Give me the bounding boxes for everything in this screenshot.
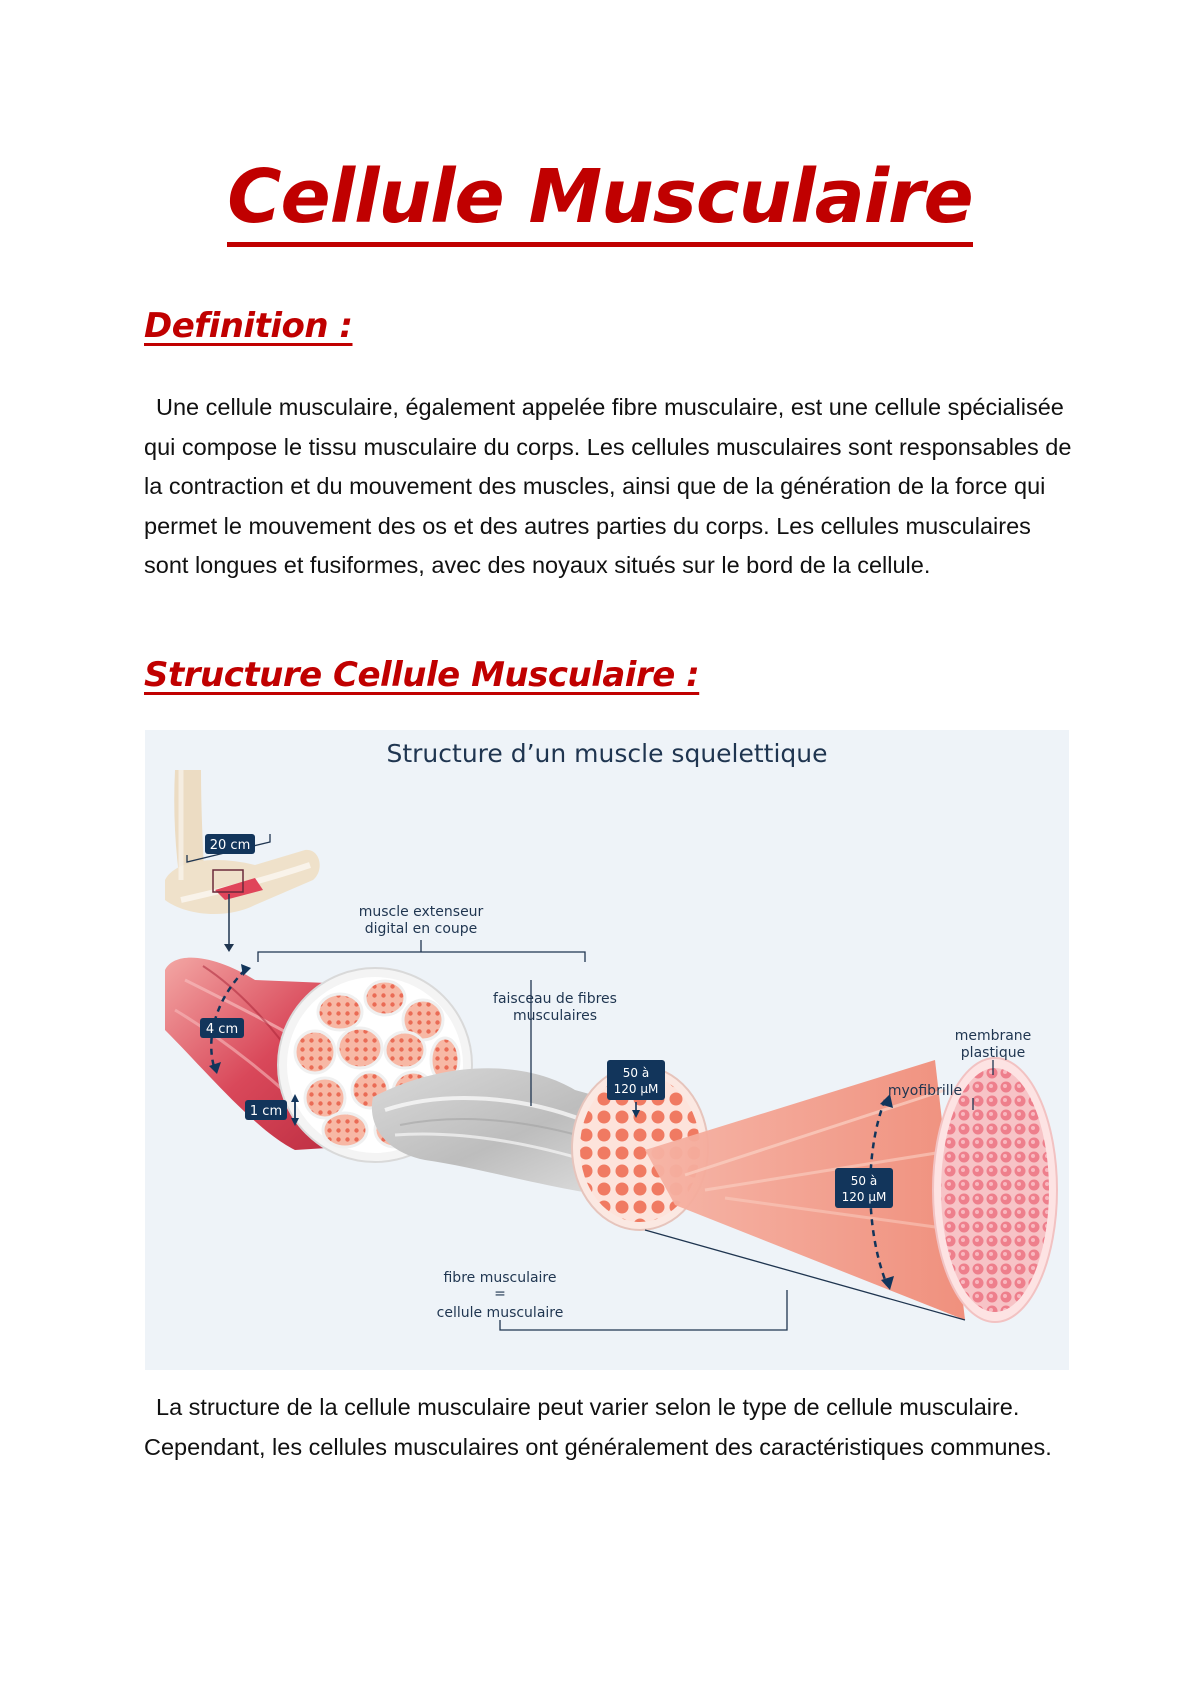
label-size-b-line2: 120 µM (841, 1190, 887, 1204)
label-membrane: membrane (954, 1028, 1032, 1044)
label-size-a-line1: 50 à (622, 1066, 650, 1080)
label-fibre-musculaire: fibre musculaire (443, 1270, 557, 1286)
definition-paragraph: Une cellule musculaire, également appelée fibre musculaire, est une cellule spécialisée qui compose le tissu musculaire du corps. Les cellules musculaires sont responsables de la contraction et du mouvement des muscles, ainsi que de la génération de la force qui permet le mouvement des os et des autres parties du corps. Les cellules musculaires sont longues et fusiformes, avec des noyaux situés sur le bord de la cellule. (144, 394, 1072, 579)
muscle-fiber (645, 1028, 1057, 1322)
label-faisceau-de-fibres: faisceau de fibres (493, 991, 617, 1007)
label-cellule-musculaire: cellule musculaire (436, 1305, 564, 1321)
figure-title: Structure d’un muscle squelettique (386, 739, 828, 768)
label-4cm: 4 cm (205, 1022, 239, 1037)
structure-paragraph: La structure de la cellule musculaire peut varier selon le type de cellule musculaire. Cependant, les cellules musculaires ont généralement des caractéristiques communes. (144, 1394, 1052, 1460)
definition-heading: Definition : (144, 306, 353, 346)
label-muscle-extenseur: muscle extenseur (358, 904, 484, 920)
label-1cm: 1 cm (249, 1104, 283, 1119)
label-size-b-line1: 50 à (850, 1174, 878, 1188)
label-digital-en-coupe: digital en coupe (364, 921, 478, 937)
label-musculaires: musculaires (512, 1008, 598, 1024)
arm-illustration (165, 770, 320, 952)
structure-heading: Structure Cellule Musculaire : (144, 655, 700, 695)
label-20cm: 20 cm (209, 838, 251, 853)
label-myofibrille: myofibrille (887, 1083, 963, 1099)
label-plastique: plastique (960, 1045, 1026, 1061)
page-title: Cellule Musculaire (0, 160, 1200, 234)
muscle-structure-illustration (145, 730, 1069, 1370)
label-equals: = (494, 1286, 506, 1302)
label-size-a-line2: 120 µM (613, 1082, 659, 1096)
muscle-structure-figure (145, 730, 1069, 1370)
